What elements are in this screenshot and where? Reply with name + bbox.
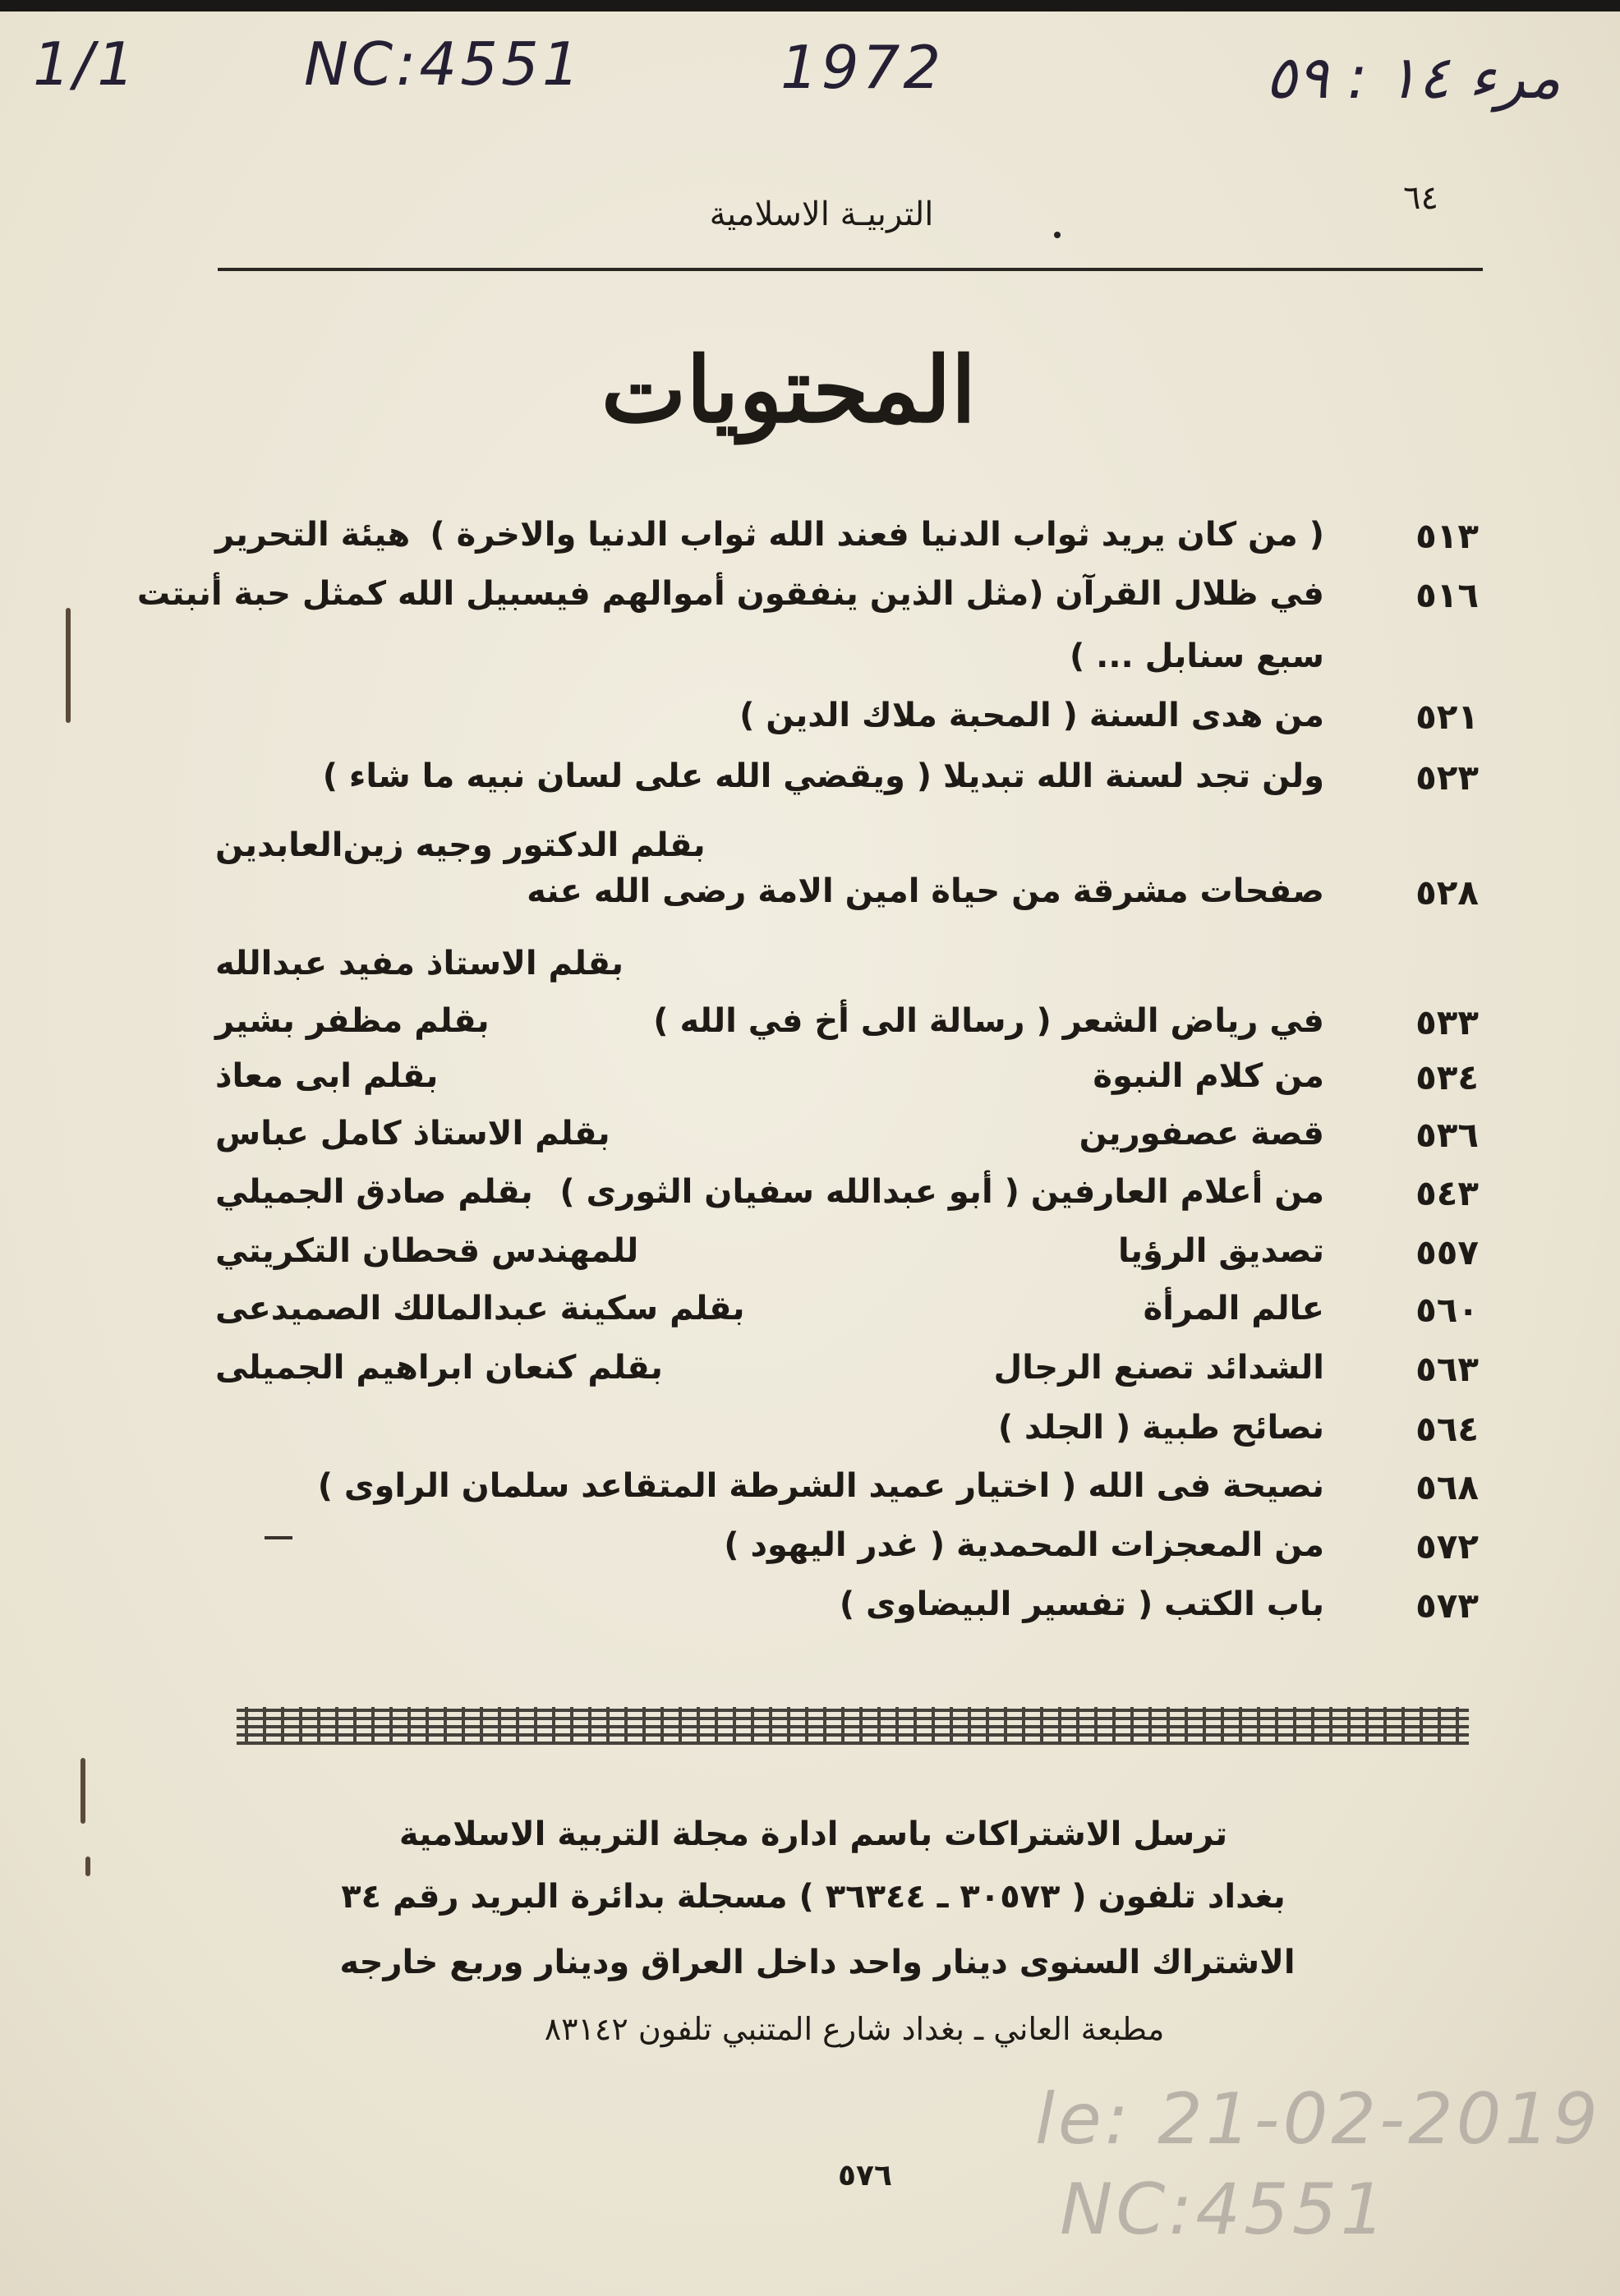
handwritten-ref: 1/1 <box>33 30 138 99</box>
toc-page-number: ٥٥٧ <box>1415 1232 1479 1272</box>
toc-author: بقلم الاستاذ كامل عباس <box>215 1115 610 1153</box>
toc-title: من أعلام العارفين ( أبو عبدالله سفيان الثورى ) <box>559 1173 1324 1211</box>
toc-page-number: ٥٧٢ <box>1415 1526 1479 1567</box>
toc-author: بقلم ابى معاذ <box>215 1057 439 1095</box>
handwritten-code: NC:4551 <box>304 30 583 99</box>
toc-title: ( من كان يريد ثواب الدنيا فعند الله ثواب الدنيا والاخرة ) <box>430 516 1324 554</box>
contents-heading: المحتويات <box>601 337 977 443</box>
toc-author: بقلم الدكتور وجيه زين‌العابدين <box>215 826 706 864</box>
journal-title: التربيـة الاسلامية <box>709 196 934 233</box>
toc-title: عالم المرأة <box>1143 1290 1324 1327</box>
toc-author: بقلم كنعان ابراهيم الجميلى <box>215 1349 663 1387</box>
toc-author: بقلم صادق الجميلي <box>215 1173 533 1211</box>
header-page-number: ٦٤ <box>1403 179 1438 217</box>
handwritten-year: 1972 <box>780 33 945 102</box>
toc-title: نصيحة فى الله ( اختيار عميد الشرطة المتقاعد سلمان الراوى ) <box>317 1467 1324 1505</box>
toc-page-number: ٥١٣ <box>1415 516 1479 556</box>
toc-page-number: ٥٦٣ <box>1415 1349 1479 1389</box>
toc-title: من كلام النبوة <box>1093 1057 1324 1095</box>
toc-page-number: ٥٢١ <box>1415 697 1479 737</box>
toc-page-number: ٥٢٨ <box>1415 872 1479 913</box>
toc-title: سبع سنابل ... ) <box>1069 637 1324 675</box>
ornamental-divider <box>237 1707 1469 1745</box>
toc-title: من هدى السنة ( المحبة ملاك الدين ) <box>739 697 1324 734</box>
handwritten-code-bottom: NC:4551 <box>1060 2169 1389 2251</box>
footer-phone: بغداد تلفون ( ٣٠٥٧٣ ـ ٣٦٣٤٤ ) مسجلة بدائرة البريد رقم ٣٤ <box>341 1878 1286 1916</box>
toc-author: بقلم الاستاذ مفيد عبدالله <box>215 945 624 982</box>
toc-page-number: ٥٧٣ <box>1415 1585 1479 1626</box>
handwritten-topright: مرء ١٤ : ٥٩ <box>1265 43 1561 112</box>
toc-title: في ظلال القرآن (مثل الذين ينفقون أموالهم فيسبيل الله كمثل حبة أنبتت <box>136 575 1324 613</box>
toc-title: نصائح طبية ( الجلد ) <box>997 1409 1324 1447</box>
toc-title: صفحات مشرقة من حياة امين الامة رضى الله عنه <box>527 872 1324 910</box>
toc-author: بقلم مظفر بشير <box>215 1002 490 1040</box>
toc-title: من المعجزات المحمدية ( غدر اليهود ) <box>724 1526 1324 1564</box>
footer-price: الاشتراك السنوى دينار واحد داخل العراق ودينار وربع خارجه <box>339 1944 1296 1981</box>
toc-title: في رياض الشعر ( رسالة الى أخ في الله ) <box>653 1002 1324 1040</box>
handwritten-date: le: 21-02-2019 <box>1035 2078 1601 2160</box>
toc-page-number: ٥٤٣ <box>1415 1173 1479 1213</box>
toc-title: تصديق الرؤيا <box>1117 1232 1324 1270</box>
toc-author: هيئة التحرير <box>215 516 411 554</box>
toc-page-number: ٥٣٣ <box>1415 1002 1479 1042</box>
footer-subscription: ترسل الاشتراكات باسم ادارة مجلة التربية الاسلامية <box>398 1815 1228 1853</box>
toc-page-number: ٥٦٤ <box>1415 1409 1479 1449</box>
toc-page-number: ٥٦٨ <box>1415 1467 1479 1507</box>
toc-page-number: ٥٣٦ <box>1415 1115 1479 1155</box>
toc-title: الشدائد تصنع الرجال <box>993 1349 1324 1387</box>
footer-printer: مطبعة العاني ـ بغداد شارع المتنبي تلفون ٨٣١٤٢ <box>544 2011 1165 2047</box>
toc-page-number: ٥١٦ <box>1415 575 1479 615</box>
toc-title: باب الكتب ( تفسير البيضاوى ) <box>839 1585 1324 1623</box>
toc-author: بقلم سكينة عبدالمالك الصميدعى <box>215 1290 745 1327</box>
toc-page-number: ٥٢٣ <box>1415 757 1479 798</box>
toc-page-number: ٥٣٤ <box>1415 1057 1479 1097</box>
toc-page-number: ٥٦٠ <box>1415 1290 1479 1330</box>
toc-title: قصة عصفورين <box>1079 1115 1324 1153</box>
toc-title: ولن تجد لسنة الله تبديلا ( ويقضي الله على لسان نبيه ما شاء ) <box>322 757 1324 795</box>
toc-author: للمهندس قحطان التكريتي <box>215 1232 639 1270</box>
bottom-page-number: ٥٧٦ <box>838 2159 892 2192</box>
